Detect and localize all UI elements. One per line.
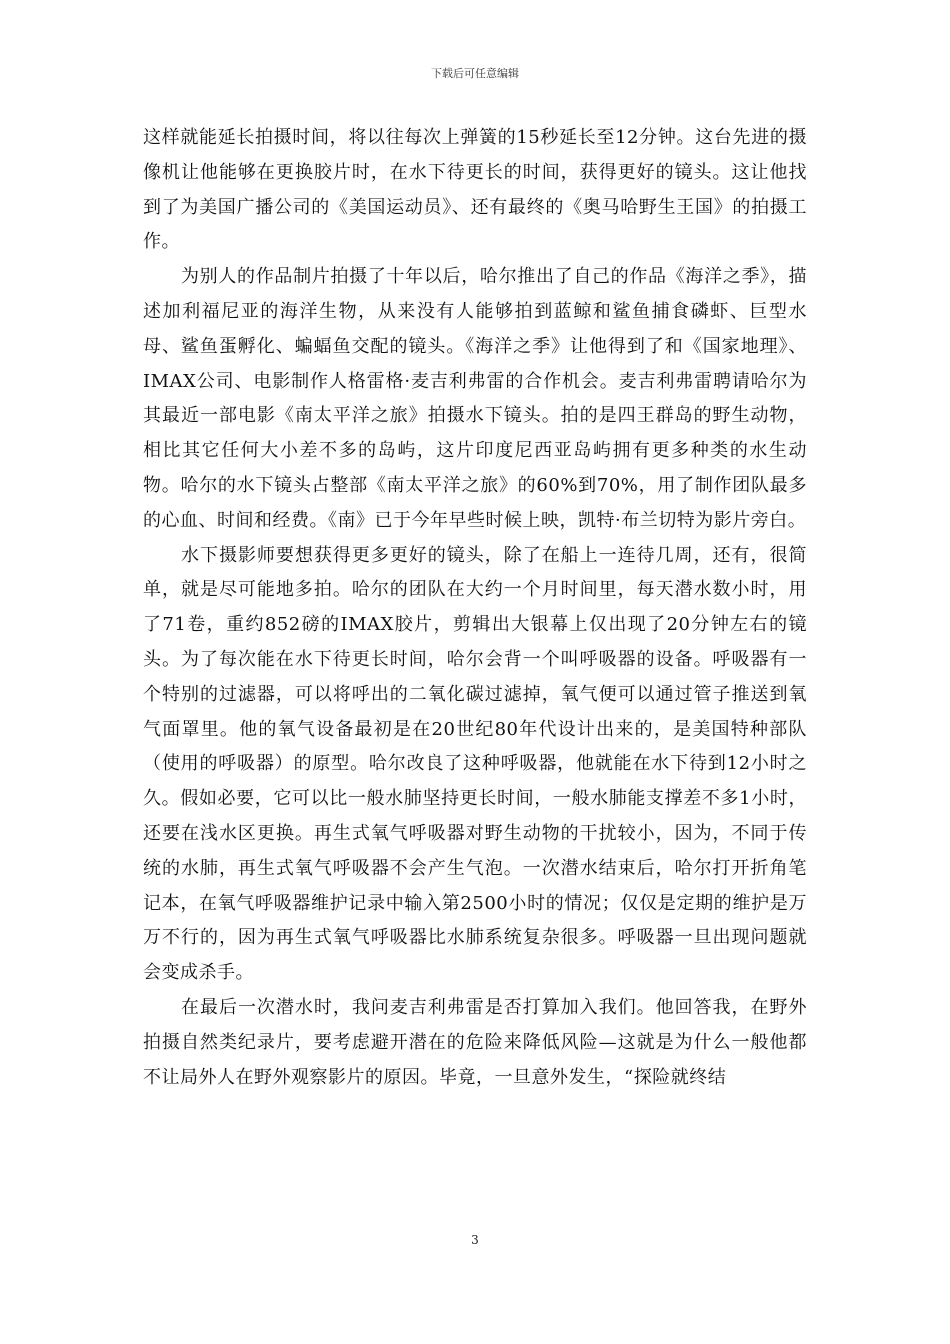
paragraph: 这样就能延长拍摄时间，将以往每次上弹簧的15秒延长至12分钟。这台先进的摄像机让他能够在更换胶片时，在水下待更长的时间，获得更好的镜头。这让他找到了为美国广播公司的《美国运动员》、还有最终的《奥马哈野生王国》的拍摄工作。 (143, 127, 807, 253)
paragraph: 为别人的作品制片拍摄了十年以后，哈尔推出了自己的作品《海洋之季》，描述加利福尼亚的海洋生物，从来没有人能够拍到蓝鲸和鲨鱼捕食磷虾、巨型水母、鲨鱼蛋孵化、蝙蝠鱼交配的镜头。《海洋之季》让他得到了和《国家地理》、IMAX公司、电影制作人格雷格·麦吉利弗雷的合作机会。麦吉利弗雷聘请哈尔为其最近一部电影《南太平洋之旅》拍摄水下镜头。拍的是四王群岛的野生动物，相比其它任何大小差不多的岛屿，这片印度尼西亚岛屿拥有更多种类的水生动物。哈尔的水下镜头占整部《南太平洋之旅》的60%到70%，用了制作团队最多的心血、时间和经费。《南》已于今年早些时候上映，凯特·布兰切特为影片旁白。 (143, 266, 807, 531)
page-header: 下载后可任意编辑 (431, 67, 519, 80)
document-body (143, 121, 807, 1095)
paragraph: 在最后一次潜水时，我问麦吉利弗雷是否打算加入我们。他回答我，在野外拍摄自然类纪录片，要考虑避开潜在的危险来降低风险—这就是为什么一般他都不让局外人在野外观察影片的原因。毕竟，一旦意外发生，“探险就终结 (143, 996, 807, 1088)
page-number: 3 (471, 1233, 479, 1247)
paragraph: 水下摄影师要想获得更多更好的镜头，除了在船上一连待几周，还有，很简单，就是尽可能地多拍。哈尔的团队在大约一个月时间里，每天潜水数小时，用了71卷，重约852磅的IMAX胶片，剪辑出大银幕上仅出现了20分钟左右的镜头。为了每次能在水下待更长时间，哈尔会背一个叫呼吸器的设备。呼吸器有一个特别的过滤器，可以将呼出的二氧化碳过滤掉，氧气便可以通过管子推送到氧气面罩里。他的氧气设备最初是在20世纪80年代设计出来的，是美国特种部队（使用的呼吸器）的原型。哈尔改良了这种呼吸器，他就能在水下待到12小时之久。假如必要，它可以比一般水肺坚持更长时间，一般水肺能支撑差不多1小时，还要在浅水区更换。再生式氧气呼吸器对野生动物的干扰较小，因为，不同于传统的水肺，再生式氧气呼吸器不会产生气泡。一次潜水结束后，哈尔打开折角笔记本，在氧气呼吸器维护记录中输入第2500小时的情况；仅仅是定期的维护是万万不行的，因为再生式氧气呼吸器比水肺系统复杂很多。呼吸器一旦出现问题就会变成杀手。 (143, 544, 807, 984)
